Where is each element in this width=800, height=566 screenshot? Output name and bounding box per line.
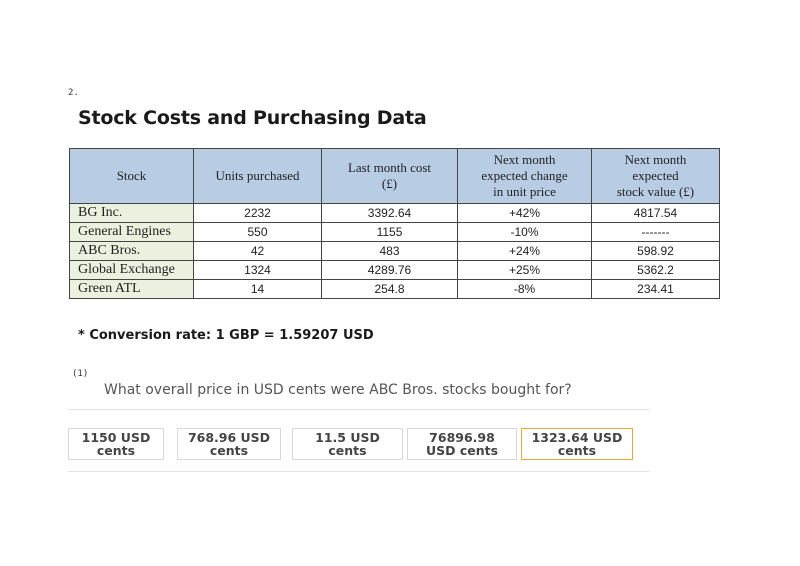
header-stock: Stock	[70, 149, 194, 204]
header-expected-change: Next month expected change in unit price	[458, 149, 592, 204]
cell-cost: 483	[322, 242, 458, 261]
cell-change: -10%	[458, 223, 592, 242]
answer-option-1[interactable]: 1150 USD cents	[68, 428, 164, 460]
cell-stock: Green ATL	[70, 280, 194, 299]
answer-option-5[interactable]: 1323.64 USD cents	[521, 428, 633, 460]
cell-value: 598.92	[592, 242, 720, 261]
header-expected-value: Next month expected stock value (£)	[592, 149, 720, 204]
table-row	[70, 261, 720, 280]
cell-value: 5362.2	[592, 261, 720, 280]
cell-cost: 254.8	[322, 280, 458, 299]
cell-value: 4817.54	[592, 204, 720, 223]
cell-change: +25%	[458, 261, 592, 280]
cell-units: 42	[194, 242, 322, 261]
conversion-note: * Conversion rate: 1 GBP = 1.59207 USD	[78, 328, 374, 343]
page-title: Stock Costs and Purchasing Data	[78, 107, 427, 129]
cell-stock: ABC Bros.	[70, 242, 194, 261]
cell-units: 1324	[194, 261, 322, 280]
answer-option-2[interactable]: 768.96 USD cents	[177, 428, 281, 460]
cell-units: 550	[194, 223, 322, 242]
table-header-row	[70, 149, 720, 204]
cell-change: -8%	[458, 280, 592, 299]
cell-change: +24%	[458, 242, 592, 261]
stock-table	[69, 148, 720, 299]
answer-options	[68, 409, 650, 472]
cell-stock: General Engines	[70, 223, 194, 242]
cell-value: -------	[592, 223, 720, 242]
table-row	[70, 242, 720, 261]
cell-cost: 1155	[322, 223, 458, 242]
answer-option-4[interactable]: 76896.98 USD cents	[407, 428, 517, 460]
cell-change: +42%	[458, 204, 592, 223]
table-row	[70, 280, 720, 299]
cell-stock: BG Inc.	[70, 204, 194, 223]
answer-option-3[interactable]: 11.5 USD cents	[292, 428, 403, 460]
table-row	[70, 204, 720, 223]
header-last-month-cost: Last month cost (£)	[322, 149, 458, 204]
sub-question-number: (1)	[72, 369, 89, 379]
cell-cost: 3392.64	[322, 204, 458, 223]
cell-units: 2232	[194, 204, 322, 223]
question-text: What overall price in USD cents were ABC Bros. stocks bought for?	[104, 382, 572, 398]
question-number: 2.	[68, 88, 79, 98]
cell-cost: 4289.76	[322, 261, 458, 280]
cell-stock: Global Exchange	[70, 261, 194, 280]
cell-value: 234.41	[592, 280, 720, 299]
table-row	[70, 223, 720, 242]
cell-units: 14	[194, 280, 322, 299]
header-units-purchased: Units purchased	[194, 149, 322, 204]
